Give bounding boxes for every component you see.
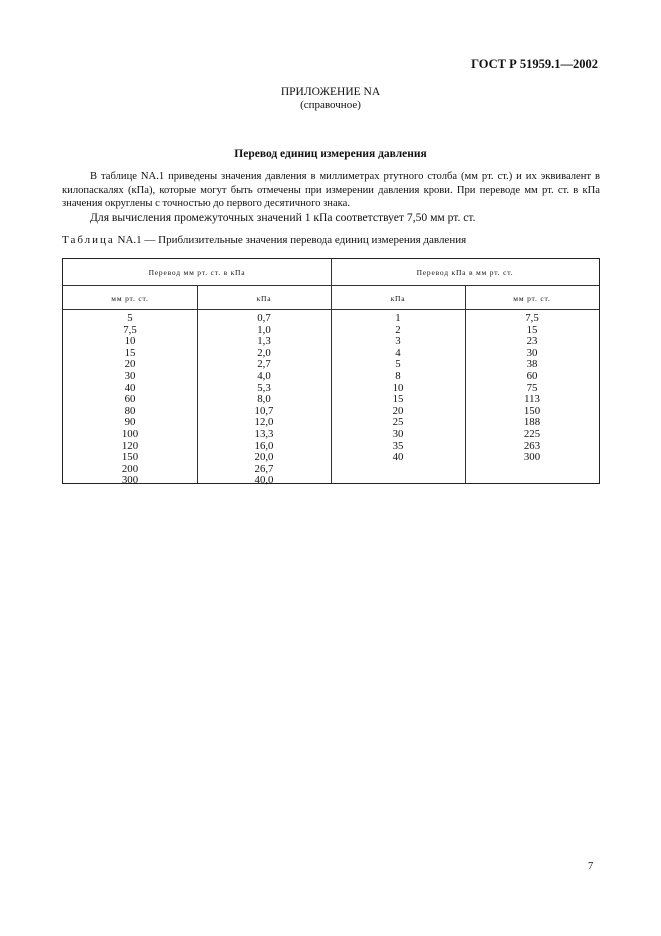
table-caption-prefix: Таблица — [62, 234, 115, 246]
table-cell: 2,7 — [257, 358, 271, 371]
table-cell: 15 — [526, 323, 538, 336]
table-cell: 25 — [392, 416, 404, 429]
table-cell: 1 — [395, 312, 401, 324]
table-cell: 80 — [124, 404, 136, 417]
column-kpa-values — [331, 313, 465, 464]
table-cell: 150 — [121, 451, 139, 464]
section-title: Перевод единиц измерения давления — [234, 148, 427, 160]
table-caption-text: NA.1 — Приблизительные значения перевода единиц измерения давления — [114, 234, 467, 246]
table-cell: 13,3 — [254, 427, 274, 440]
table-cell: 90 — [124, 416, 136, 429]
column-mmhg-values — [465, 313, 599, 464]
table-cell: 15 — [124, 346, 136, 359]
table-cell: 8 — [395, 369, 401, 382]
group-header-mmhg-to-kpa: Перевод мм рт. ст. в кПа — [148, 268, 246, 277]
table-cell: 5,3 — [257, 381, 271, 394]
table-cell: 4,0 — [257, 369, 271, 382]
appendix-subtitle: (справочное) — [300, 99, 361, 111]
table-cell: 26,7 — [254, 462, 274, 475]
column-header: кПа — [390, 294, 406, 303]
paragraph: В таблице NA.1 приведены значения давления в миллиметрах ртутного столба (мм рт. ст.) и их эквивалент в килопаскалях (кПа), которые могут быть отмечены при измерении давления крови. При переводе мм рт. ст. в кПа значения округлены с точностью до первого десятичного знака. — [62, 171, 600, 209]
table-cell: 300 — [523, 451, 541, 464]
table-cell: 30 — [392, 427, 404, 440]
table-cell: 263 — [523, 439, 541, 452]
table-cell: 3 — [395, 335, 401, 348]
table-cell: 300 — [121, 474, 139, 487]
table-cell: 200 — [121, 462, 139, 475]
table-cell: 225 — [523, 427, 541, 440]
table-cell: 8,0 — [257, 393, 271, 406]
table-cell: 38 — [526, 358, 538, 371]
table-cell: 2 — [395, 323, 401, 336]
table-cell: 23 — [526, 335, 538, 348]
table-cell: 10 — [124, 335, 136, 348]
table-cell: 40,0 — [254, 474, 274, 487]
table-cell: 30 — [526, 346, 538, 359]
table-cell: 100 — [121, 427, 139, 440]
table-cell: 2,0 — [257, 346, 271, 359]
table-cell: 40 — [124, 381, 136, 394]
body-text — [62, 170, 600, 224]
column-kpa-values — [197, 313, 331, 487]
table-cell: 16,0 — [254, 439, 274, 452]
table-cell: 113 — [524, 393, 540, 406]
table-cell: 40 — [392, 451, 404, 464]
table-cell: 20 — [124, 358, 136, 371]
column-header: мм рт. ст. — [513, 294, 551, 303]
group-header-kpa-to-mmhg: Перевод кПа в мм рт. ст. — [416, 268, 514, 277]
table-cell: 4 — [395, 346, 401, 359]
paragraph: Для вычисления промежуточных значений 1 кПа соответствует 7,50 мм рт. ст. — [90, 210, 476, 224]
table-cell: 12,0 — [254, 416, 274, 429]
table-header-rule — [63, 309, 599, 310]
appendix-title: ПРИЛОЖЕНИЕ NA — [280, 86, 381, 98]
table-cell: 5 — [127, 312, 133, 324]
table-cell: 35 — [392, 439, 404, 452]
table-cell: 20,0 — [254, 451, 274, 464]
document-code: ГОСТ Р 51959.1—2002 — [471, 57, 598, 71]
table-cell: 10,7 — [254, 404, 274, 417]
column-header: мм рт. ст. — [111, 294, 149, 303]
table-cell: 30 — [124, 369, 136, 382]
table-cell: 0,7 — [257, 312, 271, 324]
table-caption — [62, 234, 600, 246]
table-cell: 150 — [523, 404, 541, 417]
column-header: кПа — [256, 294, 272, 303]
table-cell: 15 — [392, 393, 404, 406]
table-cell: 20 — [392, 404, 404, 417]
table-cell: 7,5 — [525, 312, 539, 324]
page-number: 7 — [588, 861, 594, 872]
table-cell: 75 — [526, 381, 538, 394]
table-cell: 7,5 — [123, 323, 137, 336]
table-cell: 5 — [395, 358, 401, 371]
table-cell: 120 — [121, 439, 139, 452]
table-cell: 60 — [526, 369, 538, 382]
table-cell: 60 — [124, 393, 136, 406]
table-cell: 1,3 — [257, 335, 271, 348]
table-cell: 1,0 — [257, 323, 271, 336]
table-cell: 188 — [523, 416, 541, 429]
conversion-table — [62, 258, 600, 487]
table-cell: 10 — [392, 381, 404, 394]
column-mmhg-values — [63, 313, 197, 487]
table-header-rule — [63, 285, 599, 286]
